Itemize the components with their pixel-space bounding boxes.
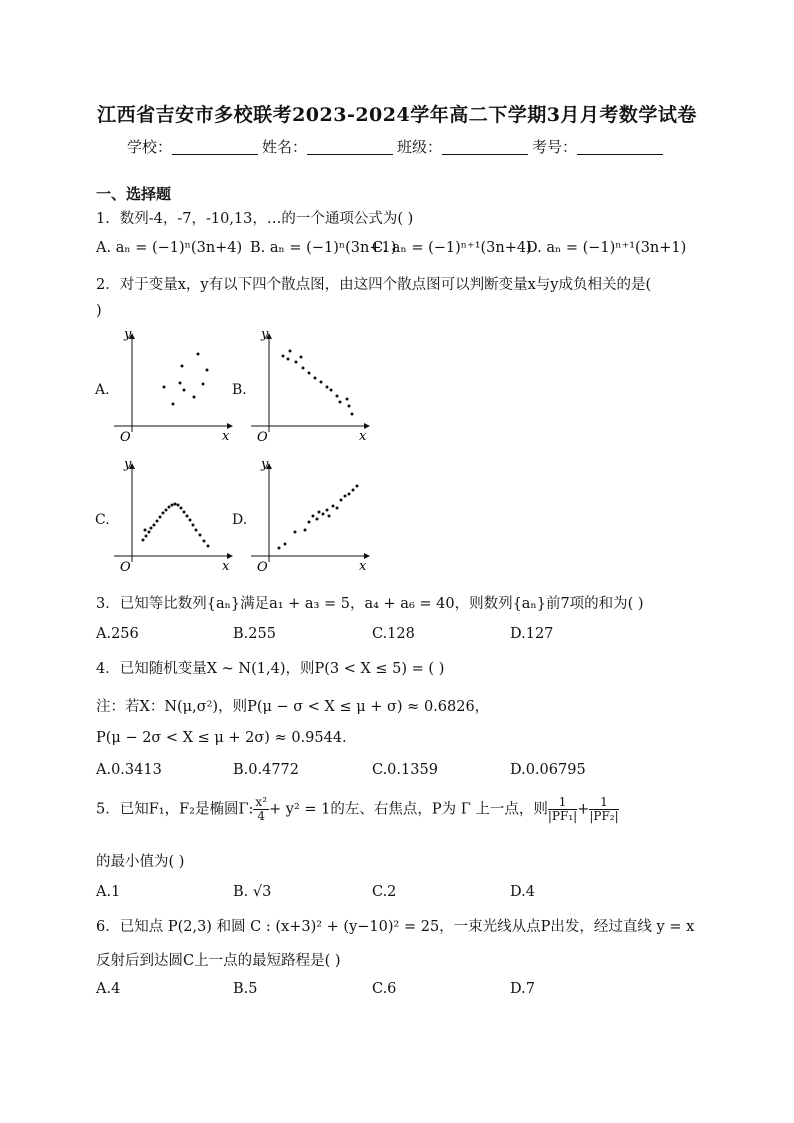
q2-stem: 2．对于变量x，y有以下四个散点图，由这四个散点图可以判断变量x与y成负相关的是( [96,277,652,293]
q4-note-1: 注：若X：N(μ,σ²)，则P(μ − σ < X ≤ μ + σ) ≈ 0.6826， [96,699,490,715]
scatter-plot-a [112,326,242,448]
q5-option-a: A.1 [96,884,121,900]
name-label: 姓名： [261,138,307,156]
plot-a-label: A. [95,382,110,398]
y-axis-label: y [124,327,132,342]
scatter-points [278,485,359,550]
q1-option-b: B. aₙ = (−1)ⁿ(3n+1) [250,240,397,256]
q6-stem-line-2: 反射后到达圆C上一点的最短路程是( ) [96,953,341,969]
y-axis-label: y [124,457,132,472]
origin-label: O [257,560,268,575]
plus-sign: + [577,801,590,818]
name-blank[interactable] [307,140,393,155]
number-blank[interactable] [577,140,663,155]
q5-stem [96,796,619,823]
q5-stem-mid: + y² = 1的左、右焦点，P为 Γ 上一点，则 [269,801,548,818]
class-blank[interactable] [442,140,528,155]
plot-c-label: C. [95,512,110,528]
y-axis-label: y [261,327,269,342]
q4-stem: 4．已知随机变量X ~ N(1,4)，则P(3 < X ≤ 5) = ( ) [96,661,445,677]
plot-b-label: B. [232,382,247,398]
section-heading: 一、选择题 [96,185,172,203]
q4-option-a: A.0.3413 [96,762,162,778]
exam-title: 江西省吉安市多校联考2023-2024学年高二下学期3月月考数学试卷 [97,104,697,126]
school-blank[interactable] [172,140,258,155]
fraction-numerator: 1 [589,796,618,810]
origin-label: O [120,560,131,575]
scatter-plot-c [112,456,242,578]
q4-option-c: C.0.1359 [372,762,438,778]
school-label: 学校： [126,138,172,156]
reciprocal-pf1 [548,796,577,823]
q3-stem: 3．已知等比数列{aₙ}满足a₁ + a₃ = 5，a₄ + a₆ = 40，则数列{aₙ}前7项的和为( ) [96,596,644,612]
fraction-denominator: 4 [257,809,266,824]
x-axis-label: x [222,429,230,444]
x-axis-label: x [359,429,367,444]
q5-option-c: C.2 [372,884,397,900]
q4-option-d: D.0.06795 [510,762,586,778]
q3-option-d: D.127 [510,626,554,642]
q1-option-d: D. aₙ = (−1)ⁿ⁺¹(3n+1) [526,240,687,256]
q6-option-d: D.7 [510,981,535,997]
q5-stem-pre: 5．已知F₁，F₂是椭圆Γ: [96,801,254,818]
q5-stem-end: 的最小值为( ) [96,854,185,870]
y-axis-label: y [261,457,269,472]
scatter-points [142,503,210,548]
q3-option-a: A.256 [96,626,139,642]
x-axis-label: x [359,559,367,574]
q6-option-c: C.6 [372,981,397,997]
fraction-denominator: |PF₂| [589,809,619,824]
plot-d-label: D. [232,512,248,528]
scatter-points [282,350,354,416]
q5-option-b: B. √3 [233,884,272,900]
ellipse-fraction [253,796,269,823]
q4-note-2: P(μ − 2σ < X ≤ μ + 2σ) ≈ 0.9544. [96,730,347,746]
q3-option-b: B.255 [233,626,276,642]
number-label: 考号： [532,138,578,156]
fraction-denominator: |PF₁| [547,809,578,824]
scatter-points [163,353,209,406]
q6-option-b: B.5 [233,981,258,997]
q1-option-a: A. aₙ = (−1)ⁿ(3n+4) [96,240,243,256]
student-info-line [0,136,794,157]
q4-option-b: B.0.4772 [233,762,300,778]
origin-label: O [120,430,131,445]
scatter-plot-d [249,456,379,578]
q2-stem-end: ) [96,303,102,319]
reciprocal-pf2 [589,796,618,823]
q6-option-a: A.4 [96,981,121,997]
class-label: 班级： [397,138,443,156]
fraction-numerator: 1 [548,796,577,810]
q5-option-d: D.4 [510,884,535,900]
scatter-plot-b [249,326,379,448]
origin-label: O [257,430,268,445]
q1-stem: 1．数列-4，-7，-10,13，…的一个通项公式为( ) [96,211,414,227]
q6-stem-line-1: 6．已知点 P(2,3) 和圆 C : (x+3)² + (y−10)² = 25，一束光线从点P出发，经过直线 y = x [96,919,695,935]
q3-option-c: C.128 [372,626,415,642]
q1-option-c: C. aₙ = (−1)ⁿ⁺¹(3n+4) [372,240,532,256]
x-axis-label: x [222,559,230,574]
fraction-numerator: x² [255,795,267,809]
